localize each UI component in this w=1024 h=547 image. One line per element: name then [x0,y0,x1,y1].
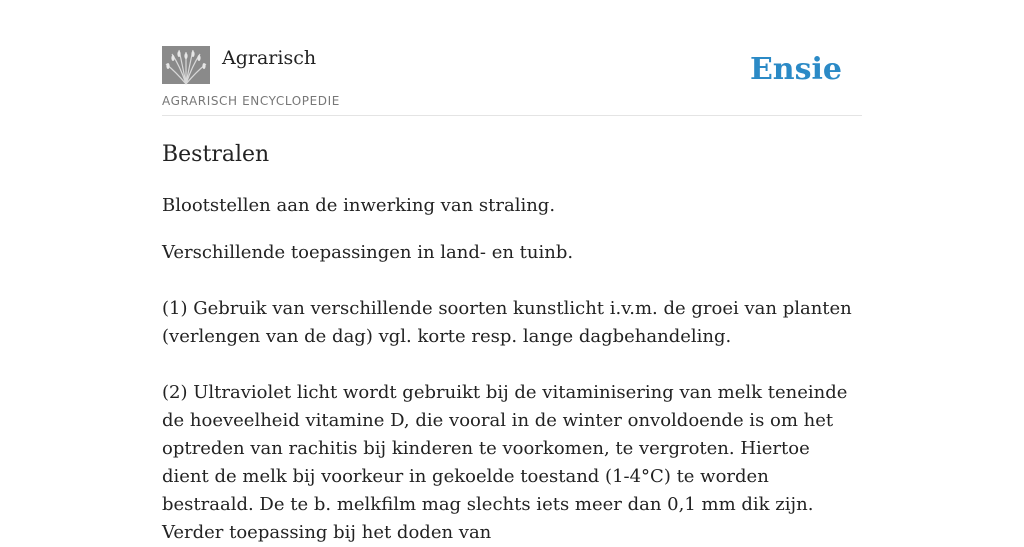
wheat-logo-icon[interactable] [162,46,210,84]
content-container [162,0,862,543]
entry-paragraph: (1) Gebruik van verschillende soorten kunstlicht i.v.m. de groei van planten (verlengen van de dag) vgl. korte resp. lange dagbehandeling. [162,298,852,347]
entry-paragraph: Verschillende toepassingen in land- en tuinb. [162,242,574,263]
entry-paragraph: Blootstellen aan de inwerking van straling. [162,195,556,216]
brand-logo[interactable]: Ensie [749,52,842,87]
site-name[interactable]: Agrarisch [222,47,317,69]
entry-title: Bestralen [162,142,270,167]
entry-paragraph: (2) Ultraviolet licht wordt gebruikt bij de vitaminisering van melk teneinde de hoeveelheid vitamine D, die vooral in de winter onvoldoende is om het optreden van rachitis bij kinderen te voorkomen, te vergroten. Hiertoe dient de melk bij voorkeur in gekoelde toestand (1-4°C) te worden bestraald. De te b. melkfilm mag slechts iets meer dan 0,1 mm dik zijn. Verder toepassing bij het doden van [162,382,848,543]
site-subtitle: AGRARISCH ENCYCLOPEDIE [162,94,340,108]
site-header [162,0,862,116]
